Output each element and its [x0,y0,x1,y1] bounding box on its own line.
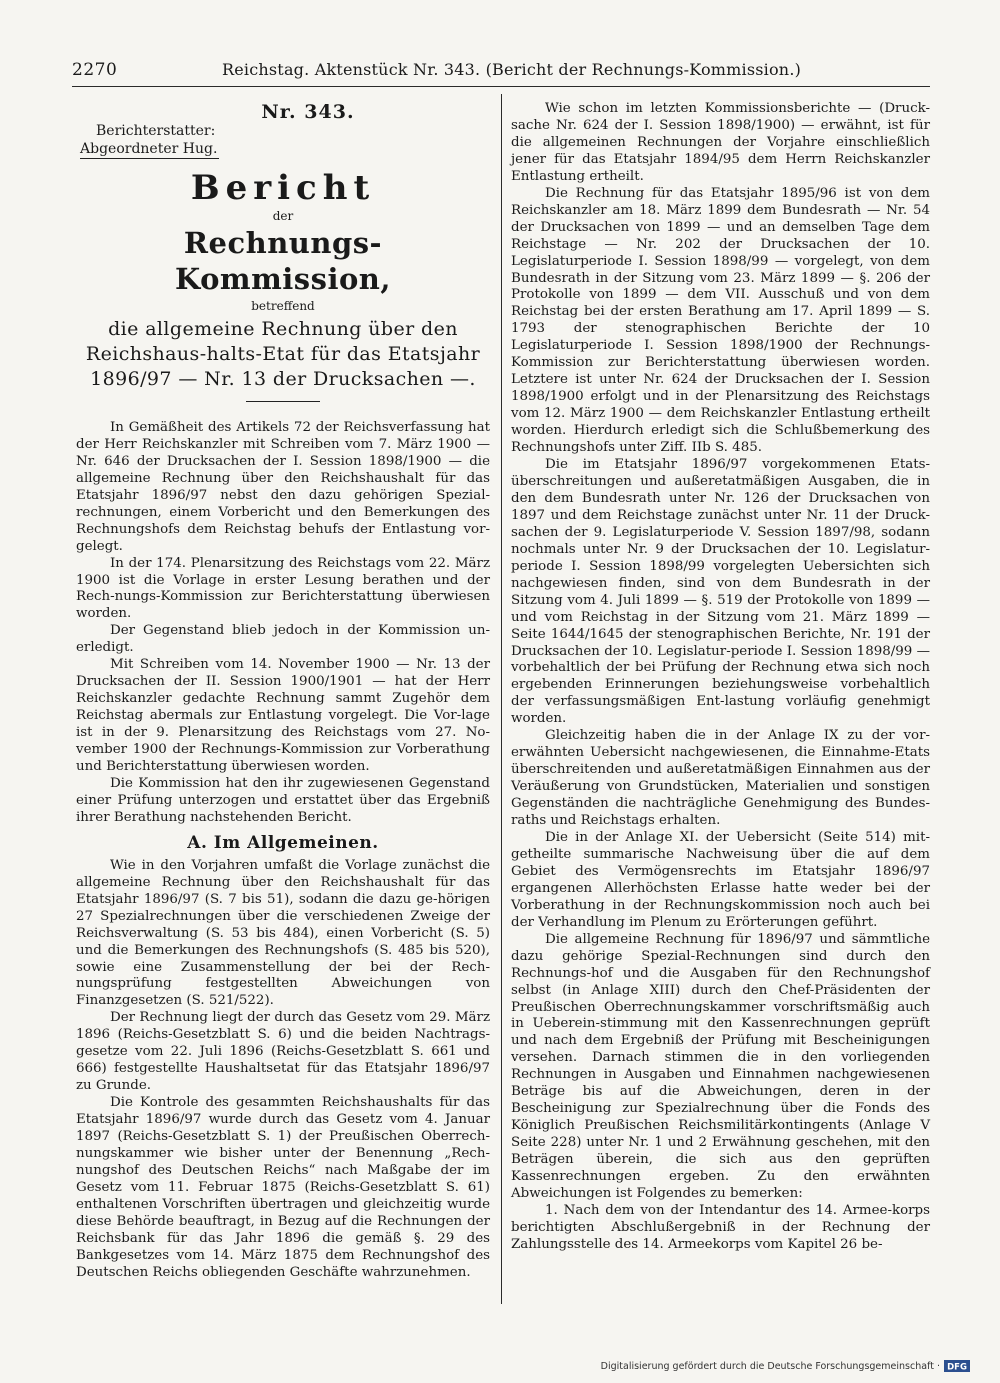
paragraph: Der Gegenstand blieb jedoch in der Kommission un-erledigt. [76,623,490,656]
paragraph: Die Rechnung für das Etatsjahr 1895/96 ist von dem Reichskanzler am 18. März 1899 dem Bundesrath — Nr. 54 der Drucksachen von 1899 — und an demselben Tage dem Reichstage — Nr. 202 der Drucksachen der 10. Legislaturperiode I. Session 1898/99 — vorgelegt, von dem Bundesrath in der Sitzung vom 23. März 1899 — §. 206 der Protokolle von 1899 — dem VII. Ausschuß und von dem Reichstag bei der ersten Berathung am 17. April 1899 — S. 1793 der stenographischen Berichte der 10 Legislaturperiode I. Session 1898/1900 der Rechnungs-Kommission zur Berichterstattung überwiesen worden. Letztere ist unter Nr. 624 der Drucksachen der I. Session 1898/1900 erfolgt und in der Plenarsitzung des Reichstags vom 12. März 1900 — dem Reichskanzler Entlastung ertheilt worden. Hierdurch erledigt sich die Schlußbemerkung des Rechnungshofs unter Ziff. IIb S. 485. [511,185,930,456]
report-title: Bericht [190,167,376,208]
paragraph: Wie in den Vorjahren umfaßt die Vorlage zunächst die allgemeine Rechnung über den Reichshaushalt für das Etatsjahr 1896/97 (S. 7 bis 51), sodann die dazu ge-hörigen 27 Spezialrechnungen über die verschiedenen Zweige der Reichsverwaltung (S. 53 bis 484), einen Vorbericht (S. 5) und die Bemerkungen des Rechnungshofs (S. 485 bis 520), sowie eine Zusammenstellung der bei der Rech-nungsprüfung festgestellten Abweichungen von Finanzgesetzen (S. 521/522). [76,857,490,1009]
left-column [76,100,490,1282]
section-heading: A. Im Allgemeinen. [187,832,379,853]
paragraph: In der 174. Plenarsitzung des Reichstags vom 22. März 1900 ist die Vorlage in erster Lesung berathen und der Rech-nungs-Kommission zur Berichterstattung überwiesen worden. [76,555,490,622]
dfg-logo-icon [944,1360,970,1372]
reporter-block [76,123,490,163]
paragraph: Mit Schreiben vom 14. November 1900 — Nr. 13 der Drucksachen der II. Session 1900/1901 — hat der Herr Reichskanzler gedachte Rechnung sammt Zugehör dem Reichstag abermals zur Entlastung vorgelegt. Die Vor-lage ist in der 9. Plenarsitzung des Reichstags vom 27. No-vember 1900 der Rechnungs-Kommission zur Vorberathung und Berichterstattung überwiesen worden. [76,657,490,775]
running-head: Reichstag. Aktenstück Nr. 343. (Bericht der Rechnungs-Kommission.) [222,60,802,79]
title-block [76,169,490,402]
digitization-credit [601,1360,970,1372]
paragraph: Der Rechnung liegt der durch das Gesetz vom 29. März 1896 (Reichs-Gesetzblatt S. 6) und die beiden Nachtrags-gesetze vom 22. Juli 1896 (Reichs-Gesetzblatt S. 661 und 666) festgestellte Haushaltsetat für das Etatsjahr 1896/97 zu Grunde. [76,1010,490,1094]
reporter-label: Berichterstatter: [96,122,216,139]
paragraph: Die Kontrole des gesammten Reichshaushalts für das Etatsjahr 1896/97 wurde durch das Gesetz vom 4. Januar 1897 (Reichs-Gesetzblatt S. 1) der Preußischen Oberrech-nungskammer wie bisher unter der Benennung „Rech-nungshof des Deutschen Reichs“ nach Maßgabe der im Gesetz vom 11. Februar 1875 (Reichs-Gesetzblatt S. 61) enthaltenen Vorschriften übertragen und gleichzeitig wurde diese Behörde beauftragt, in Bezug auf die Rechnungen der Reichsbank für das Jahr 1896 die gemäß §. 29 des Bankgesetzes vom 14. März 1875 dem Rechnungshof des Deutschen Reichs obliegenden Geschäfte wahrzunehmen. [76,1095,490,1280]
reporter-name: Abgeordneter Hug. [80,140,218,157]
title-rule [246,401,320,402]
header-rule [72,86,930,87]
paragraph: Die im Etatsjahr 1896/97 vorgekommenen Etats-überschreitungen und außeretatmäßigen Ausgaben, die in den dem Bundesrath unter Nr. 126 der Drucksachen von 1897 und dem Reichstage zunächst unter Nr. 11 der Druck-sachen der 9. Legislaturperiode V. Session 1897/98, sodann nochmals unter Nr. 9 der Drucksachen der 10. Legislatur-periode I. Session 1898/99 vorgelegten Uebersichten sich nachgewiesen finden, sind von dem Bundesrath in der Sitzung vom 4. Juli 1899 — §. 519 der Protokolle von 1899 — und vom Reichstag in der Sitzung vom 21. März 1899 — Seite 1644/1645 der stenographischen Berichte, Nr. 191 der Drucksachen der 10. Legislatur-periode I. Session 1898/99 — vorbehaltlich der bei Prüfung der Rechnung etwa sich noch ergebenden Erinnerungen beziehungsweise vorbehaltlich der verfassungsmäßigen Ent-lastung vorläufig genehmigt worden. [511,457,930,727]
page-number: 2270 [72,60,118,80]
title-betreffend: betreffend [251,298,315,313]
paragraph: In Gemäßheit des Artikels 72 der Reichsverfassung hat der Herr Reichskanzler mit Schreiben vom 7. März 1900 — Nr. 646 der Drucksachen der I. Session 1898/1900 — die allgemeine Rechnung über den Reichshaushalt für das Etatsjahr 1896/97 nebst den dazu gehörigen Spezial-rechnungen, einem Vorbericht und den Bemerkungen des Rechnungshofs dem Reichstag behufs der Entlastung vor-gelegt. [76,419,490,554]
paragraph: Gleichzeitig haben die in der Anlage IX zu der vor-erwähnten Uebersicht nachgewiesenen, die Einnahme-Etats überschreitenden und außeretatmäßigen Einnahmen aus der Veräußerung von Grundstücken, Materialien und sonstigen Gegenständen die nachträgliche Genehmigung des Bundes-raths und Reichstags erhalten. [511,728,930,829]
paragraph: Wie schon im letzten Kommissionsberichte — (Druck-sache Nr. 624 der I. Session 1898/1900) — erwähnt, ist für die allgemeinen Rechnungen der Vorjahre einschließlich jener für das Etatsjahr 1894/95 dem Herrn Reichskanzler Entlastung ertheilt. [511,101,930,184]
paragraph: Die allgemeine Rechnung für 1896/97 und sämmtliche dazu gehörige Spezial-Rechnungen sind durch den Rechnungs-hof und die Ausgaben für den Rechnungshof selbst (in Anlage XIII) durch den Chef-Präsidenten der Preußischen Oberrechnungskammer vorschriftsmäßig auch in Ueberein-stimmung mit den Kassenrechnungen geprüft und nach dem Ergebniß der Prüfung mit Bescheinigungen versehen. Darnach stimmen die in den vorliegenden Rechnungen in Ausgaben und Einnahmen nachgewiesenen Beträge bis auf die Abweichungen, deren in der Bescheinigung zur Spezialrechnung über die Fonds des Königlich Preußischen Reichsmilitärkontingents (Anlage V Seite 228) unter Nr. 1 und 2 Erwähnung geschehen, mit den Beträgen überein, die sich aus den geprüften Kassenrechnungen ergeben. Zu den erwähnten Abweichungen ist Folgendes zu bemerken: [511,931,930,1201]
column-divider [501,94,502,1304]
paragraph: 1. Nach dem von der Intendantur des 14. Armee-korps berichtigten Abschlußergebniß in der Rechnung der Zahlungsstelle des 14. Armeekorps vom Kapitel 26 be- [511,1202,930,1252]
paragraph: Die in der Anlage XI. der Uebersicht (Seite 514) mit-getheilte summarische Nachweisung über die auf dem Gebiet des Vermögensrechts im Etatsjahr 1896/97 ergangenen Allerhöchsten Erlasse hatte weder bei der Vorberathung in der Rechnungskommission noch auch bei der Verhandlung im Plenum zu Erörterungen geführt. [511,829,930,930]
credit-text: Digitalisierung gefördert durch die Deutsche Forschungsgemeinschaft · [600,1360,940,1372]
svg-text:DFG: DFG [947,1362,967,1372]
page-header [72,58,930,84]
title-der: der [272,208,294,223]
commission-title: Rechnungs-Kommission, [175,225,391,296]
report-subject: die allgemeine Rechnung über den Reichshaus-halts-Etat für das Etatsjahr 1896/97 — Nr. 13 der Drucksachen —. [85,317,481,390]
right-column [511,101,930,1254]
document-number: Nr. 343. [261,101,355,123]
paragraph: Die Kommission hat den ihr zugewiesenen Gegenstand einer Prüfung unterzogen und erstattet über das Ergebniß ihrer Berathung nachstehenden Bericht. [76,775,490,825]
